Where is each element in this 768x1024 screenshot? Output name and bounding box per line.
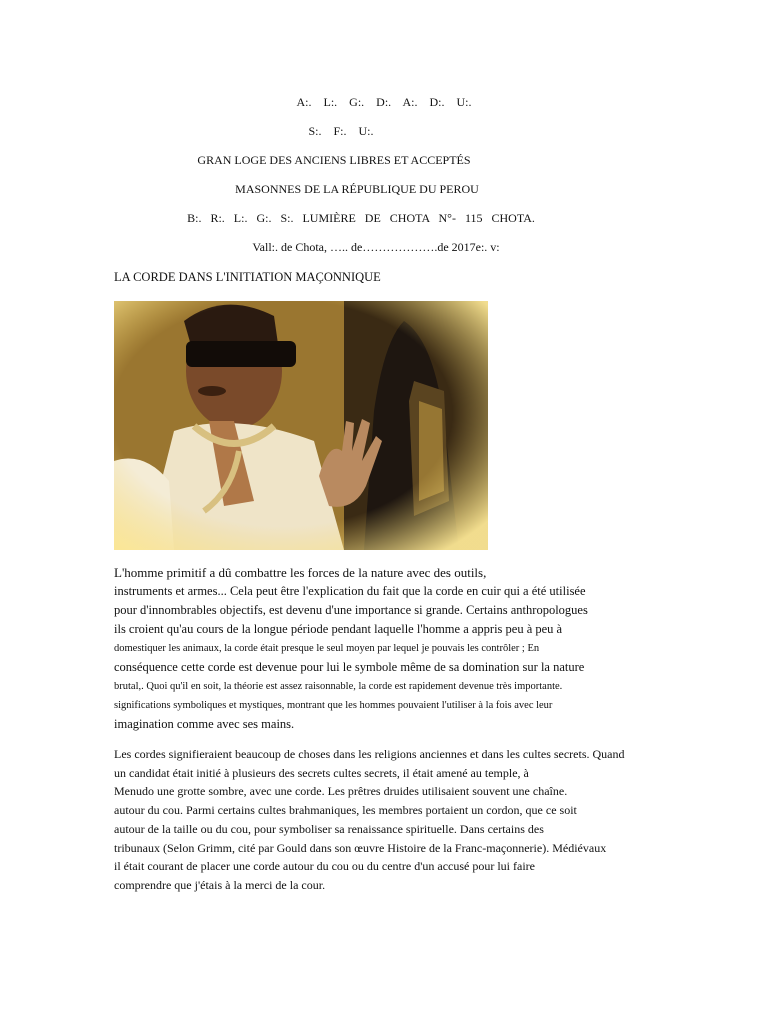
initiation-photo [114,301,488,550]
paragraph-2-line: autour de la taille ou du cou, pour symboliser sa renaissance spirituelle. Dans certains des [114,821,544,836]
paragraph-2-line: Les cordes signifieraient beaucoup de choses dans les religions anciennes et dans les cultes secrets. Quand [114,747,625,761]
document-title: LA CORDE DANS L'INITIATION MAÇONNIQUE [114,270,381,284]
grand-lodge-line-2: MASONNES DE LA RÉPUBLIQUE DU PEROU [235,182,479,196]
paragraph-1-line: brutal,. Quoi qu'il en soit, la théorie est assez raisonnable, la corde est rapidement devenue très importante. [114,681,563,692]
grand-lodge-line-1: GRAN LOGE DES ANCIENS LIBRES ET ACCEPTÉS [197,153,471,167]
sfu-line: S:. F:. U:. [308,124,374,138]
paragraph-2-line: comprendre que j'étais à la merci de la cour. [114,877,326,892]
date-line: Vall:. de Chota, ….. de……………….de 2017e:. v: [252,240,500,254]
masonic-abbreviation-line: A:. L:. G:. D:. A:. D:. U:. [296,95,472,109]
paragraph-1-line: L'homme primitif a dû combattre les forces de la nature avec des outils, [114,565,487,580]
initiation-photo-illustration [114,301,488,550]
paragraph-1-line: ils croient qu'au cours de la longue période pendant laquelle l'homme a appris peu à peu à [114,622,563,636]
paragraph-1-line: conséquence cette corde est devenue pour lui le symbole même de sa domination sur la nature [114,660,585,674]
paragraph-1-line: significations symboliques et mystiques, montrant que les hommes pouvaient l'utiliser à la fois avec leur [114,700,553,711]
lodge-line: B:. R:. L:. G:. S:. LUMIÈRE DE CHOTA N°- 115 CHOTA. [187,211,535,225]
paragraph-1-line: instruments et armes... Cela peut être l'explication du fait que la corde en cuir qui a été utilisée [114,584,586,598]
paragraph-1-line: imagination comme avec ses mains. [114,717,295,731]
paragraph-2-line: il était courant de placer une corde autour du cou ou du centre d'un accusé pour lui faire [114,859,535,874]
paragraph-1-line: domestiquer les animaux, la corde était presque le seul moyen par lequel je pouvais les contrôler ; En [114,643,540,654]
paragraph-2-line: Menudo une grotte sombre, avec une corde. Les prêtres druides utilisaient souvent une chaîne. [114,784,568,799]
paragraph-1 [114,563,674,734]
paragraph-2 [114,745,674,895]
paragraph-2-line: tribunaux (Selon Grimm, cité par Gould dans son œuvre Histoire de la Franc-maçonnerie). Médiévaux [114,840,607,855]
paragraph-2-line: autour du cou. Parmi certains cultes brahmaniques, les membres portaient un cordon, que ce soit [114,803,577,818]
paragraph-2-line: un candidat était initié à plusieurs des secrets cultes secrets, il était amené au temple, à [114,765,529,780]
paragraph-1-line: pour d'innombrables objectifs, est devenu d'une importance si grande. Certains anthropologues [114,603,588,617]
